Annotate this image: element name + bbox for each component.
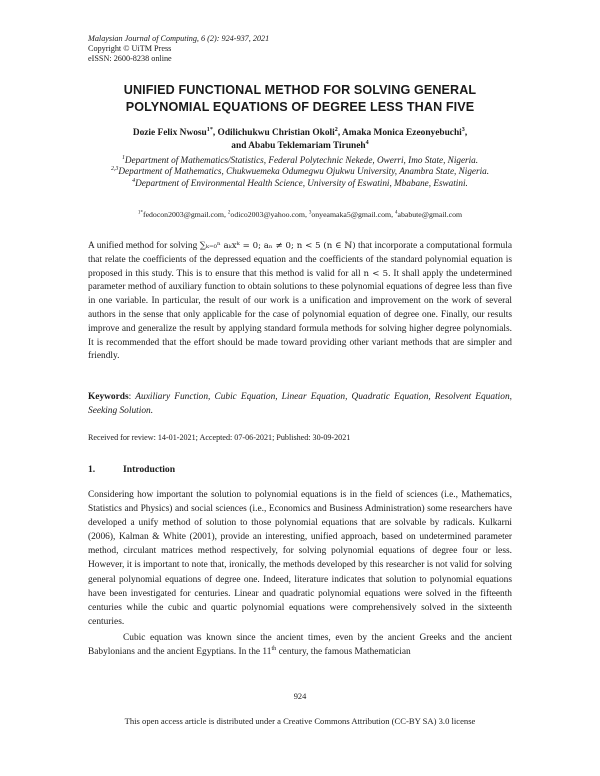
intro-paragraph-2 [88,631,512,659]
author-3: , Amaka Monica Ezeonyebuchi [337,128,462,138]
abstract-equation: ∑ₖ₌₀ⁿ aₖxᵏ = 0; aₙ ≠ 0; n < 5 (n ∈ ℕ) [199,241,356,251]
affiliation-4 [90,178,510,189]
affiliation-2-3-mark: 2,3 [110,166,119,173]
email-1-mark: 1* [137,209,143,216]
author-list [70,127,530,153]
email-3: onyeamaka5@gmail.com, [311,210,395,219]
email-1: fedocon2003@gmail.com, [142,210,228,219]
author-1: Dozie Felix Nwosu [132,128,207,138]
intro-paragraph-1: Considering how important the solution to polynomial equations is in the field of sciences (i.e., Mathematics, Statistics and Physics) and social sciences (i.e., Economics and Business Administration) some researchers have developed a unify method of solution to those polynomial equations that are solvable by radicals. Kulkarni (2006), Kalman & White (2001), provide an interesting, unified approach, based on undetermined parameter method, circulant matrices method respectively, for solving polynomial equations of degree four or less. However, it is important to note that, ironically, the methods developed by this researcher is not valid for solving general polynomial equations of degree one. Indeed, literature indicates that solution to polynomial equations have been investigated for centuries. Linear and quadratic polynomial equations were solved in the fifteenth centuries while the cubic and quartic polynomial equations were comprehensively solved in the sixteenth centuries. [88,490,512,627]
email-3-mark: 3 [308,209,312,216]
abstract-text-2: that incorporate a computational formula that relate the coefficients of the depressed equation and the coefficients of the standard polynomial equation is proposed in this study. This is to ensure that this method is valid for all [88,241,512,279]
email-4-mark: 4 [394,209,398,216]
copyright-line: Copyright © UiTM Press [88,44,172,54]
page-number: 924 [293,692,307,701]
review-dates: Received for review: 14-01-2021; Accepted: 07-06-2021; Published: 30-09-2021 [88,433,351,442]
license-footer: This open access article is distributed under a Creative Commons Attribution (CC-BY SA) 3.0 license [124,716,476,726]
author-2: , Odilichukwu Christian Okoli [212,128,335,138]
author-2-mark: 2 [334,126,338,133]
author-emails [60,210,540,220]
email-2-mark: 2 [227,209,231,216]
email-4: ababute@gmail.com [397,210,463,219]
section-number: 1. [88,464,96,475]
eissn-line: eISSN: 2600-8238 online [88,54,172,64]
author-1-mark: 1* [206,126,213,133]
intro-paragraph-2-start: Cubic equation was known since the ancient times, even by the ancient Greeks and the ancient Babylonians and the ancient Egyptians. In the 11 [88,632,512,658]
title-line-1: UNIFIED FUNCTIONAL METHOD FOR SOLVING GENERAL [123,83,477,97]
journal-citation: Malaysian Journal of Computing, 6 (2): 924-937, 2021 [88,34,270,43]
affiliation-2-3-text: Department of Mathematics, Chukwuemeka Odumegwu Ojukwu University, Anambra State, Nigeria. [118,166,490,177]
section-title: Introduction [123,464,176,475]
affiliation-1-mark: 1 [121,154,125,161]
abstract [88,240,512,364]
keywords-label: Keywords [88,392,129,402]
email-2: odico2003@yahoo.com, [230,210,309,219]
keywords: Keywords: Auxiliary Function, Cubic Equation, Linear Equation, Quadratic Equation, Resolvent Equation, Seeking Solution. [88,392,512,416]
section-heading [88,464,175,475]
affiliation-2-3 [90,166,510,177]
author-4: and Ababu Teklemariam Tiruneh [231,141,366,151]
century-suffix: th [271,645,277,652]
paper-title [60,82,540,116]
title-line-2: POLYNOMIAL EQUATIONS OF DEGREE LESS THAN FIVE [125,100,475,114]
intro-paragraph-2-end: century, the famous Mathematician [276,647,411,658]
keywords-list: Auxiliary Function, Cubic Equation, Linear Equation, Quadratic Equation, Resolvent Equation, Seeking Solution. [88,392,512,416]
introduction-body [88,488,512,661]
author-4-mark: 4 [365,139,369,146]
abstract-inequality: n < 5 [363,268,389,279]
affiliation-1-text: Department of Mathematics/Statistics, Federal Polytechnic Nekede, Owerri, Imo State, Nigeria. [124,155,479,165]
affiliation-1 [90,155,510,166]
author-3-mark: 3 [461,126,465,133]
affiliation-4-mark: 4 [132,177,136,184]
abstract-text-3: . It shall apply the undetermined parameter method of auxiliary function to obtain solutions to these polynomial equations of degree less than five in one variable. In particular, the result of our work is a unification and improvement on the work of several authors in the sense that only applicable for the case of polynomial equation of degree one. Finally, our results improve and generalize the result by applying standard formula methods for solving higher degree polynomials. It is recommended that the effort should be made toward providing other variant methods that are simpler and friendly. [88,268,512,362]
author-3-comma: , [464,128,468,138]
affiliation-4-text: Department of Environmental Health Science, University of Eswatini, Mbabane, Eswatini. [135,177,468,188]
abstract-text-1: A unified method for solving [88,241,200,251]
affiliations [90,155,510,189]
journal-header [88,34,269,65]
